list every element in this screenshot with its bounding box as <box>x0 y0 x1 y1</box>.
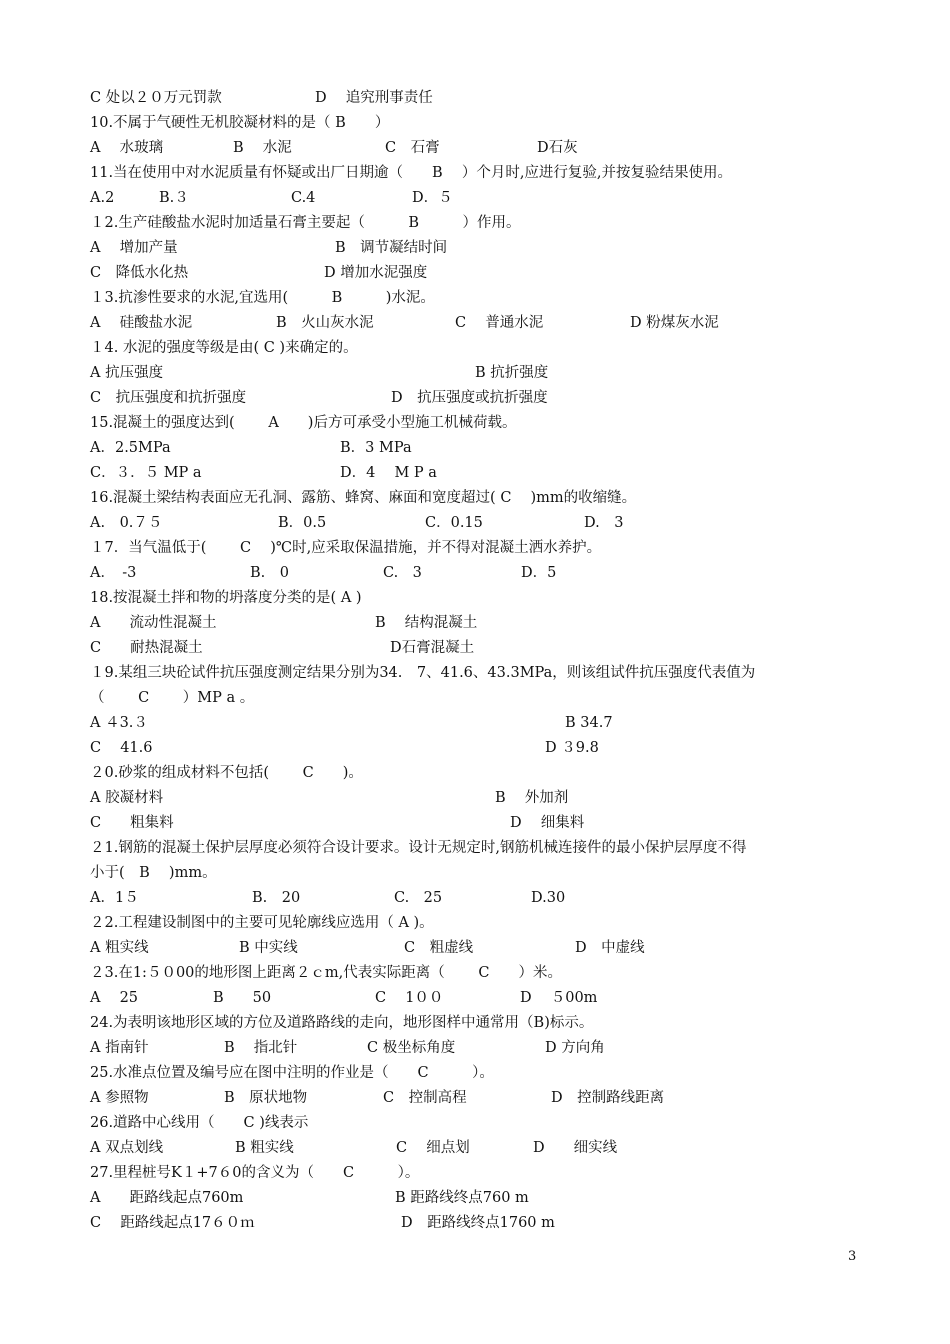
option-text: D．５ <box>412 190 453 206</box>
line-text: 小于( B )mm。 <box>90 865 217 881</box>
option-text: B 火山灰水泥 <box>276 315 374 331</box>
option-text: B 抗折强度 <box>475 365 549 381</box>
line-text: C 距路线起点17６０ｍ <box>90 1215 255 1231</box>
line-text: A 双点划线 <box>90 1140 164 1156</box>
line-text: 27.里程桩号K１+7６0的含义为（ C ）。 <box>90 1165 420 1181</box>
line-text: A． -3 <box>90 565 137 581</box>
option-text: B 34.7 <box>565 715 613 731</box>
line-text: ２2.工程建设制图中的主要可见轮廓线应选用（ A )。 <box>90 915 434 931</box>
option-text: C 控制高程 <box>383 1090 467 1106</box>
option-text: D石膏混凝土 <box>390 640 475 656</box>
line-text: C 粗集料 <box>90 815 174 831</box>
option-text: B．3 MPa <box>340 440 412 456</box>
line-text: １3.抗渗性要求的水泥,宜选用( B )水泥。 <box>90 290 435 306</box>
option-text: B. 0 <box>250 565 289 581</box>
line-text: A．2.5MPa <box>90 440 171 456</box>
option-text: C 极坐标角度 <box>367 1040 456 1056</box>
line-text: １9.某组三块砼试件抗压强度测定结果分别为34. 7、41.6、43.3MPa，则该组试件抗压强度代表值为 <box>90 665 756 681</box>
option-text: D 控制路线距离 <box>551 1090 665 1106</box>
option-text: D 细实线 <box>533 1140 618 1156</box>
line-text: A 指南针 <box>90 1040 149 1056</box>
line-text: A 胶凝材料 <box>90 790 164 806</box>
option-text: B.３ <box>159 190 189 206</box>
line-text: C 41.6 <box>90 740 153 756</box>
option-text: B 距路线终点760 m <box>395 1190 529 1206</box>
option-text: D ５00m <box>520 990 598 1006</box>
line-text: 16.混凝土梁结构表面应无孔洞、露筋、蜂窝、麻面和宽度超过( C )mm的收缩缝。 <box>90 490 637 506</box>
line-text: C．３．５ MP a <box>90 465 202 481</box>
line-text: 26.道路中心线用（ C )线表示 <box>90 1115 309 1131</box>
option-text: B 50 <box>213 990 272 1006</box>
option-text: C 细点划 <box>396 1140 470 1156</box>
line-text: A 增加产量 <box>90 240 178 256</box>
option-text: B 中实线 <box>239 940 298 956</box>
option-text: C 1００ <box>375 990 444 1006</box>
line-text: ２0.砂浆的组成材料不包括( C )。 <box>90 765 363 781</box>
line-text: １4. 水泥的强度等级是由( C )来确定的。 <box>90 340 358 356</box>
option-text: B．0.5 <box>278 515 327 531</box>
line-text: （ C ）MP a 。 <box>90 690 255 706</box>
option-text: B 结构混凝土 <box>375 615 478 631</box>
line-text: A 参照物 <box>90 1090 149 1106</box>
line-text: 25.水准点位置及编号应在图中注明的作业是（ C ）。 <box>90 1065 494 1081</box>
line-text: A 水玻璃 <box>90 140 164 156</box>
option-text: D. 3 <box>584 515 624 531</box>
option-text: D 粉煤灰水泥 <box>630 315 719 331</box>
line-text: 24.为表明该地形区域的方位及道路路线的走向，地形图样中通常用（B)标示。 <box>90 1015 594 1031</box>
line-text: A. 0.７５ <box>90 515 163 531</box>
option-text: D石灰 <box>537 140 578 156</box>
option-text: D 细集料 <box>510 815 585 831</box>
line-text: C 抗压强度和抗折强度 <box>90 390 247 406</box>
line-text: 18.按混凝土拌和物的坍落度分类的是( A ) <box>90 590 362 606</box>
option-text: B 粗实线 <box>235 1140 294 1156</box>
line-text: A 硅酸盐水泥 <box>90 315 193 331</box>
option-text: C．0.15 <box>425 515 483 531</box>
line-text: １7．当气温低于( C )℃时,应采取保温措施，并不得对混凝土洒水养护。 <box>90 540 602 556</box>
option-text: C. 25 <box>394 890 443 906</box>
line-text: 11.当在使用中对水泥质量有怀疑或出厂日期逾（ B ）个月时,应进行复验,并按复验结果使用。 <box>90 165 733 181</box>
line-text: A 距路线起点760m <box>90 1190 244 1206</box>
option-text: B. 20 <box>252 890 301 906</box>
page-number: 3 <box>848 1249 857 1264</box>
line-text: C 耐热混凝土 <box>90 640 203 656</box>
option-text: D．4 M P a <box>340 465 437 481</box>
option-text: D ３9.8 <box>545 740 599 756</box>
line-text: A 粗实线 <box>90 940 149 956</box>
option-text: D 中虚线 <box>575 940 645 956</box>
option-text: D 追究刑事责任 <box>315 90 433 106</box>
line-text: A 25 <box>90 990 139 1006</box>
option-text: D 增加水泥强度 <box>324 265 428 281</box>
line-text: A.2 <box>90 190 115 206</box>
line-text: C 降低水化热 <box>90 265 189 281</box>
option-text: C 普通水泥 <box>455 315 544 331</box>
line-text: ２1.钢筋的混凝土保护层厚度必须符合设计要求。设计无规定时,钢筋机械连接件的最小保护层厚度不得 <box>90 840 747 856</box>
option-text: B 调节凝结时间 <box>335 240 448 256</box>
line-text: A．1５ <box>90 890 139 906</box>
line-text: C 处以２０万元罚款 <box>90 90 222 106</box>
option-text: B 外加剂 <box>495 790 569 806</box>
option-text: B 原状地物 <box>224 1090 308 1106</box>
line-text: A 流动性混凝土 <box>90 615 217 631</box>
option-text: D 抗压强度或抗折强度 <box>391 390 548 406</box>
line-text: A 抗压强度 <box>90 365 164 381</box>
line-text: 15.混凝土的强度达到( A )后方可承受小型施工机械荷载。 <box>90 415 517 431</box>
option-text: C.4 <box>291 190 316 206</box>
option-text: B 指北针 <box>224 1040 298 1056</box>
option-text: D．5 <box>521 565 557 581</box>
option-text: B 水泥 <box>233 140 292 156</box>
option-text: D 距路线终点1760 m <box>401 1215 555 1231</box>
option-text: C 石膏 <box>385 140 440 156</box>
line-text: A ４3.３ <box>90 715 148 731</box>
line-text: ２3.在1:５０00的地形图上距离２ｃm,代表实际距离（ C ）米。 <box>90 965 562 981</box>
option-text: C. 3 <box>383 565 422 581</box>
line-text: 10.不属于气硬性无机胶凝材料的是（ B ） <box>90 115 390 131</box>
option-text: D 方向角 <box>545 1040 605 1056</box>
option-text: C 粗虚线 <box>404 940 474 956</box>
line-text: １2.生产硅酸盐水泥时加适量石膏主要起（ B ）作用。 <box>90 215 521 231</box>
option-text: D.30 <box>531 890 566 906</box>
